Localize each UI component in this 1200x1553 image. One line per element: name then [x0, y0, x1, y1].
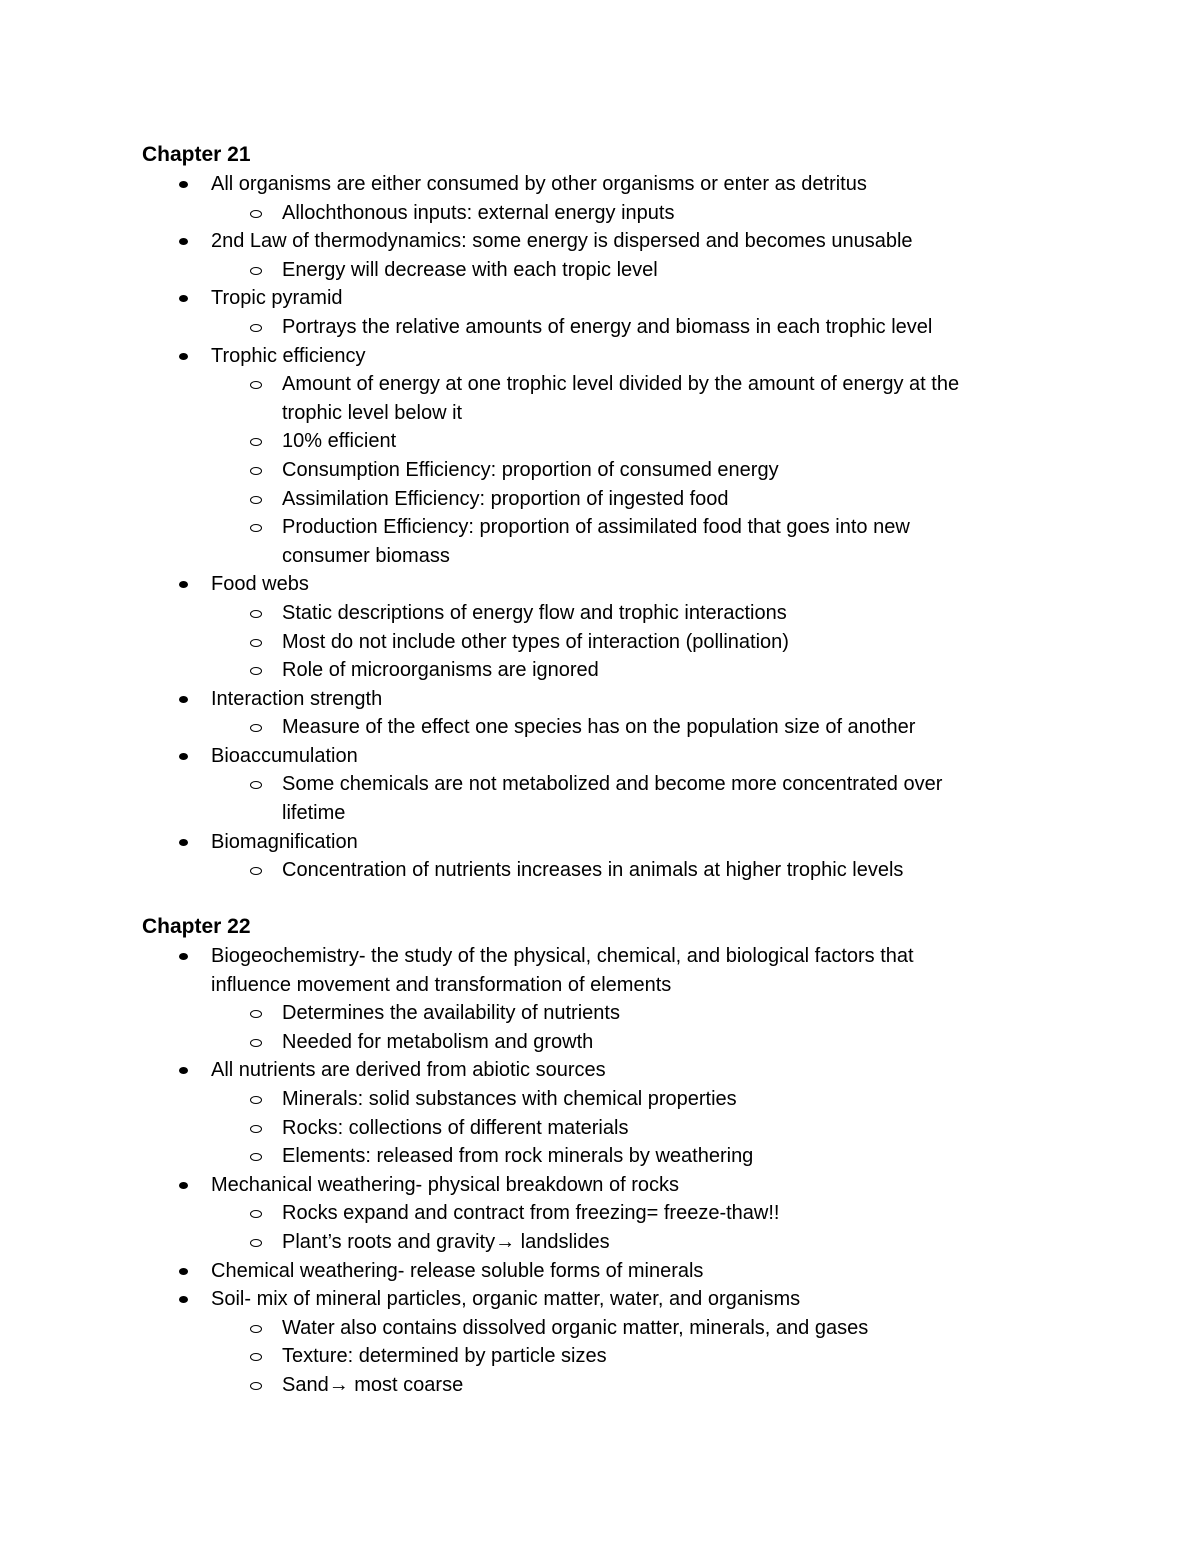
sub-bullet-text: Elements: released from rock minerals by weathering: [282, 1145, 754, 1168]
sub-bullet-item: [142, 1114, 1042, 1143]
sub-bullet-text: Plant’s roots and gravity→ landslides: [282, 1230, 610, 1253]
bullet-circle-icon: [250, 1125, 262, 1133]
bullet-circle-icon: [250, 1010, 262, 1018]
sub-bullet-item: [142, 770, 1042, 799]
bullet-disc-icon: [179, 1182, 188, 1189]
bullet-circle-icon: [250, 1239, 262, 1247]
sub-bullet-item: [142, 199, 1042, 228]
sub-bullet-text: Energy will decrease with each tropic level: [282, 258, 658, 281]
bullet-text: Bioaccumulation: [211, 744, 358, 767]
bullet-item: [142, 1056, 1042, 1085]
bullet-text: Soil- mix of mineral particles, organic matter, water, and organisms: [211, 1288, 801, 1311]
bullet-circle-icon: [250, 1210, 262, 1218]
sub-bullet-text: Rocks: collections of different materials: [282, 1116, 629, 1139]
bullet-text: Tropic pyramid: [211, 287, 343, 310]
bullet-disc-icon: [179, 696, 188, 703]
bullet-disc-icon: [179, 1296, 188, 1303]
sub-bullet-item: [142, 1314, 1042, 1343]
sub-bullet-item: [142, 599, 1042, 628]
bullet-item: [142, 284, 1042, 313]
bullet-disc-icon: [179, 295, 188, 302]
chapter-22-section: [142, 912, 1042, 1400]
sub-bullet-text: Rocks expand and contract from freezing= freeze-thaw!!: [282, 1202, 780, 1225]
sub-bullet-text: Determines the availability of nutrients: [282, 1002, 620, 1025]
bullet-item: [142, 742, 1042, 771]
sub-bullet-text: 10% efficient: [282, 430, 397, 453]
bullet-text: Biomagnification: [211, 830, 358, 853]
bullet-circle-icon: [250, 467, 262, 475]
bullet-circle-icon: [250, 639, 262, 647]
bullet-circle-icon: [250, 438, 262, 446]
bullet-circle-icon: [250, 724, 262, 732]
bullet-disc-icon: [179, 181, 188, 188]
sub-bullet-item: [142, 256, 1042, 285]
sub-bullet-text: Minerals: solid substances with chemical properties: [282, 1087, 737, 1110]
sub-bullet-text: Sand→ most coarse: [282, 1373, 464, 1396]
bullet-circle-icon: [250, 867, 262, 875]
bullet-item: [142, 942, 1042, 971]
bullet-item: [142, 1285, 1042, 1314]
bullet-text: Food webs: [211, 573, 309, 596]
bullet-disc-icon: [179, 753, 188, 760]
sub-bullet-item: [142, 1199, 1042, 1228]
sub-bullet-text: Measure of the effect one species has on the population size of another: [282, 716, 916, 739]
sub-bullet-item: [142, 313, 1042, 342]
bullet-item: [142, 828, 1042, 857]
bullet-item: [142, 570, 1042, 599]
bullet-circle-icon: [250, 1382, 262, 1390]
sub-bullet-item: [142, 485, 1042, 514]
sub-bullet-text: Role of microorganisms are ignored: [282, 659, 599, 682]
sub-bullet-text: Amount of energy at one trophic level divided by the amount of energy at the: [282, 373, 960, 396]
sub-bullet-text: Texture: determined by particle sizes: [282, 1345, 607, 1368]
sub-bullet-text: Most do not include other types of interaction (pollination): [282, 630, 789, 653]
bullet-item: [142, 170, 1042, 199]
bullet-circle-icon: [250, 381, 262, 389]
sub-bullet-item: [142, 1342, 1042, 1371]
sub-bullet-text: Some chemicals are not metabolized and become more concentrated over: [282, 773, 943, 796]
bullet-circle-icon: [250, 1325, 262, 1333]
bullet-circle-icon: [250, 496, 262, 504]
bullet-circle-icon: [250, 1096, 262, 1104]
bullet-text: Interaction strength: [211, 687, 383, 710]
sub-bullet-continuation: [142, 799, 1042, 828]
sub-bullet-text: Allochthonous inputs: external energy inputs: [282, 201, 675, 224]
sub-bullet-text: Water also contains dissolved organic matter, minerals, and gases: [282, 1316, 869, 1339]
sub-bullet-text: Needed for metabolism and growth: [282, 1030, 594, 1053]
sub-bullet-item: [142, 628, 1042, 657]
bullet-text: All organisms are either consumed by other organisms or enter as detritus: [211, 173, 867, 195]
sub-bullet-text: Assimilation Efficiency: proportion of ingested food: [282, 487, 729, 510]
sub-bullet-text: trophic level below it: [282, 401, 463, 424]
bullet-disc-icon: [179, 839, 188, 846]
bullet-circle-icon: [250, 610, 262, 618]
bullet-circle-icon: [250, 210, 262, 218]
bullet-circle-icon: [250, 1153, 262, 1161]
bullet-item: [142, 1257, 1042, 1286]
bullet-text: influence movement and transformation of elements: [211, 973, 672, 996]
bullet-text: Biogeochemistry- the study of the physical, chemical, and biological factors that: [211, 945, 914, 967]
bullet-text: 2nd Law of thermodynamics: some energy is dispersed and becomes unusable: [211, 230, 913, 253]
bullet-circle-icon: [250, 267, 262, 275]
bullet-disc-icon: [179, 581, 188, 588]
sub-bullet-item: [142, 856, 1042, 885]
sub-bullet-item: [142, 513, 1042, 542]
bullet-disc-icon: [179, 1268, 188, 1275]
sub-bullet-item: [142, 456, 1042, 485]
sub-bullet-item: [142, 427, 1042, 456]
chapter-21-section: [142, 140, 1042, 885]
sub-bullet-item: [142, 370, 1042, 399]
bullet-disc-icon: [179, 1067, 188, 1074]
bullet-circle-icon: [250, 781, 262, 789]
sub-bullet-item: [142, 1228, 1042, 1257]
sub-bullet-text: lifetime: [282, 802, 346, 825]
bullet-disc-icon: [179, 238, 188, 245]
bullet-item: [142, 342, 1042, 371]
sub-bullet-text: Concentration of nutrients increases in animals at higher trophic levels: [282, 859, 904, 882]
sub-bullet-item: [142, 656, 1042, 685]
sub-bullet-item: [142, 1028, 1042, 1057]
sub-bullet-item: [142, 1085, 1042, 1114]
bullet-disc-icon: [179, 953, 188, 960]
bullet-circle-icon: [250, 667, 262, 675]
bullet-circle-icon: [250, 524, 262, 532]
sub-bullet-continuation: [142, 399, 1042, 428]
sub-bullet-text: Production Efficiency: proportion of assimilated food that goes into new: [282, 516, 910, 539]
bullet-circle-icon: [250, 1039, 262, 1047]
bullet-continuation: [142, 971, 1042, 1000]
chapter-21-heading: Chapter 21: [142, 143, 251, 166]
sub-bullet-item: [142, 1371, 1042, 1400]
bullet-text: All nutrients are derived from abiotic sources: [211, 1059, 606, 1082]
sub-bullet-text: consumer biomass: [282, 544, 450, 567]
bullet-circle-icon: [250, 1353, 262, 1361]
sub-bullet-item: [142, 713, 1042, 742]
sub-bullet-text: Portrays the relative amounts of energy and biomass in each trophic level: [282, 315, 933, 338]
sub-bullet-continuation: [142, 542, 1042, 571]
bullet-disc-icon: [179, 353, 188, 360]
sub-bullet-text: Consumption Efficiency: proportion of consumed energy: [282, 458, 779, 481]
bullet-text: Mechanical weathering- physical breakdown of rocks: [211, 1173, 680, 1196]
sub-bullet-item: [142, 1142, 1042, 1171]
bullet-item: [142, 1171, 1042, 1200]
bullet-item: [142, 685, 1042, 714]
bullet-item: [142, 227, 1042, 256]
sub-bullet-text: Static descriptions of energy flow and trophic interactions: [282, 601, 787, 624]
bullet-circle-icon: [250, 324, 262, 332]
bullet-text: Chemical weathering- release soluble forms of minerals: [211, 1259, 704, 1282]
bullet-text: Trophic efficiency: [211, 344, 366, 367]
chapter-22-heading: Chapter 22: [142, 915, 251, 938]
sub-bullet-item: [142, 999, 1042, 1028]
